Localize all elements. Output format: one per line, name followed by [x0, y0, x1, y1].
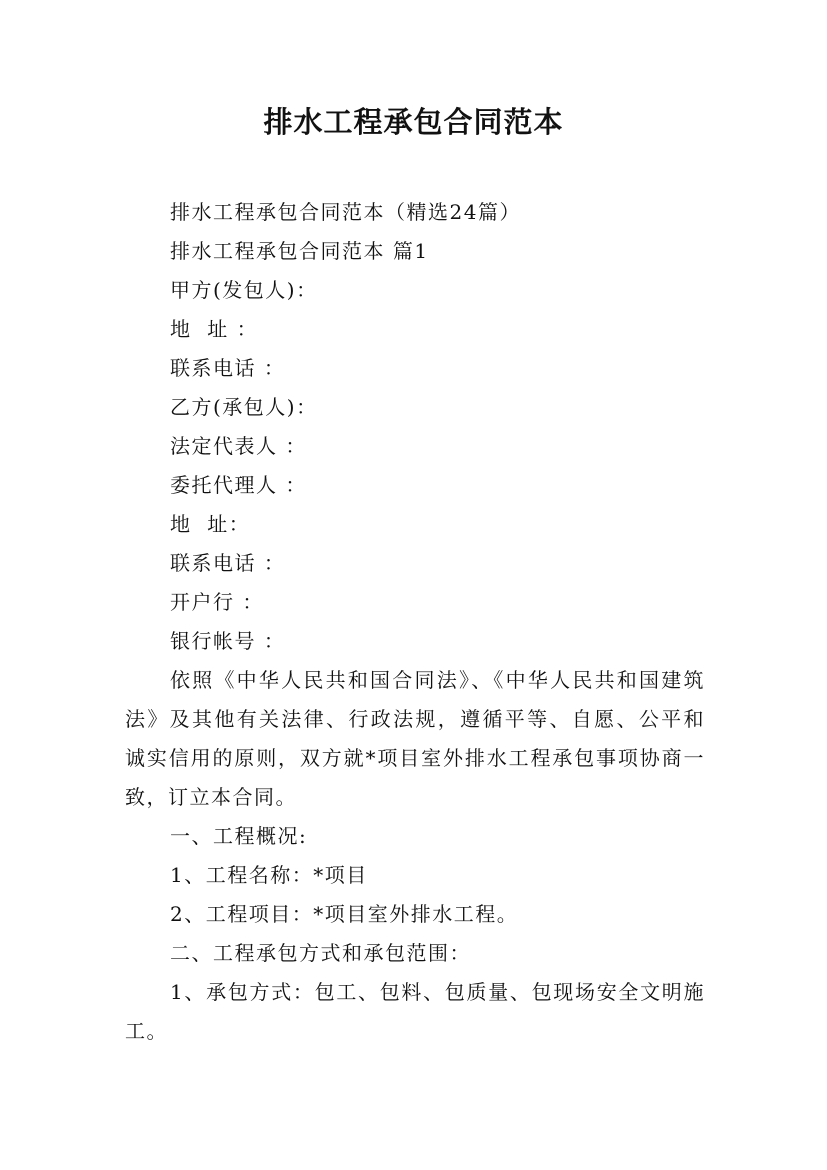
paragraph-bank: 开户行 ：: [170, 590, 264, 614]
paragraph-party-b-phone: 联系电话 ：: [170, 551, 286, 575]
paragraph-section-two: 二、工程承包方式和承包范围：: [170, 941, 471, 965]
paragraph-authorized-agent: 委托代理人 ：: [170, 473, 307, 497]
paragraph-party-a: 甲方(发包人)：: [170, 278, 318, 302]
paragraph-section-heading: 排水工程承包合同范本 篇1: [170, 239, 429, 263]
paragraph-party-a-phone: 联系电话 ：: [170, 356, 286, 380]
paragraph-project-item: 2、工程项目：*项目室外排水工程。: [170, 902, 519, 926]
paragraph-legal-representative: 法定代表人 ：: [170, 434, 307, 458]
paragraph-bank-account: 银行帐号 ：: [170, 629, 286, 653]
paragraph-party-b: 乙方(承包人)：: [170, 395, 318, 419]
paragraph-party-b-address: 地 址：: [170, 512, 251, 536]
paragraph-subtitle: 排水工程承包合同范本（精选24篇）: [170, 200, 521, 224]
paragraph-section-one: 一、工程概况:: [170, 824, 308, 848]
document-body: [125, 193, 705, 1051]
paragraph-party-a-address: 地 址 ：: [170, 317, 259, 341]
paragraph-contract-method: 1、承包方式：包工、包料、包质量、包现场安全文明施工。: [125, 980, 705, 1043]
paragraph-preamble: 依照《中华人民共和国合同法》、《中华人民共和国建筑法》及其他有关法律、行政法规，遵循平等、自愿、公平和诚实信用的原则，双方就*项目室外排水工程承包事项协商一致，订立本合同。: [125, 668, 705, 809]
paragraph-project-name: 1、工程名称：*项目: [170, 863, 368, 887]
document-title: 排水工程承包合同范本: [263, 105, 564, 139]
